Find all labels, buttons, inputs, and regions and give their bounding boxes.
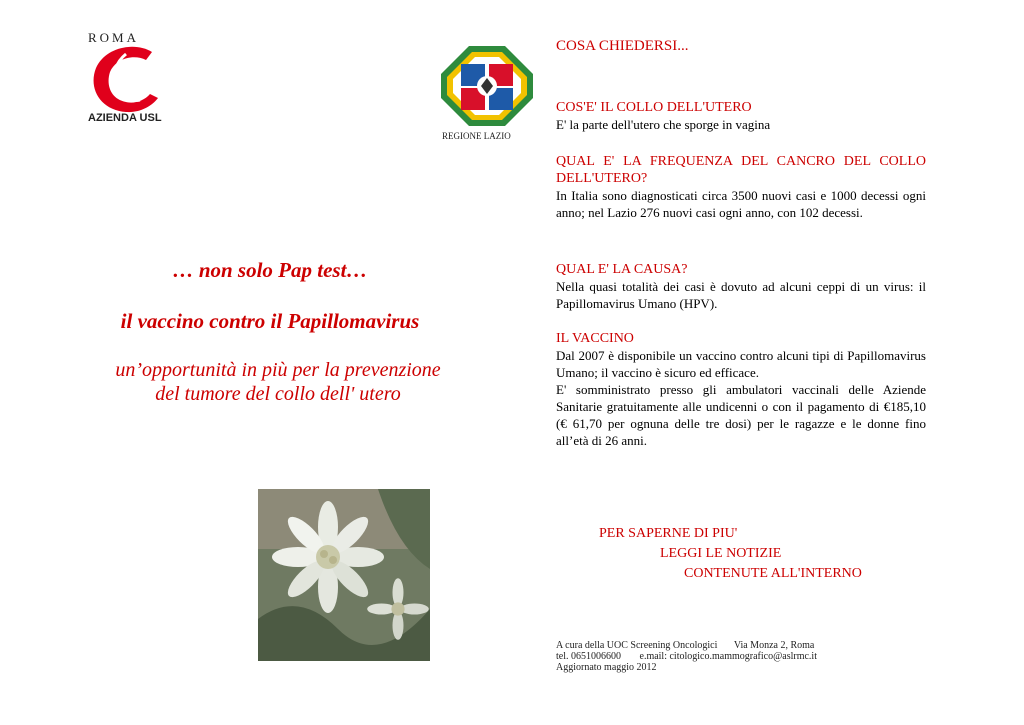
footer-address: Via Monza 2, Roma (733, 640, 815, 651)
section-collo-utero (556, 99, 926, 133)
section-vaccino (556, 330, 926, 449)
section-text: In Italia sono diagnosticati circa 3500 nuovi casi e 1000 decessi ogni anno; nel Lazio 276 nuovi casi ogni anno, con 102 decessi. (556, 188, 926, 220)
section-text: E' la parte dell'utero che sporge in vagina (556, 117, 771, 132)
subtitle-line-1: un’opportunità in più per la prevenzione (115, 359, 441, 381)
section-heading: IL VACCINO (556, 331, 634, 346)
section-heading: QUAL E' LA CAUSA? (556, 262, 688, 277)
asl-roma-logo (82, 30, 178, 130)
section-causa (556, 261, 926, 312)
footer-tel: tel. 0651006600 (556, 651, 621, 662)
edelweiss-photo (258, 489, 430, 661)
section-text: Nella quasi totalità dei casi è dovuto ad alcuni ceppi di un virus: il Papillomavirus Umano (HPV). (556, 279, 926, 311)
cta-line-1: PER SAPERNE DI PIU' (599, 526, 738, 541)
lazio-label: REGIONE LAZIO (442, 131, 511, 141)
section-text: Dal 2007 è disponibile un vaccino contro alcuni tipi di Papillomavirus Umano; il vaccino è sicuro ed efficace. (556, 348, 926, 380)
subtitle-opportunita (98, 358, 458, 406)
footer-credit (556, 640, 814, 651)
title-non-solo-pap-test: … non solo Pap test… (172, 258, 368, 282)
section-text-2: E' somministrato presso gli ambulatori vaccinali delle Aziende Sanitarie gratuitamente alle undicenni o con il pagamento di €185,10 (€ 61,70 per ognuna delle tre dosi) per le ragazze e le donne fino all’età di 26 anni. (556, 382, 926, 448)
cta-line-2: LEGGI LE NOTIZIE (660, 546, 782, 561)
asl-roma-text: ROMA (88, 30, 140, 45)
subtitle-line-2: del tumore del collo dell' utero (155, 383, 401, 405)
cosa-chiedersi-heading: COSA CHIEDERSI... (556, 38, 689, 54)
cta-line-3: CONTENUTE ALL'INTERNO (684, 566, 862, 581)
section-heading: COS'E' IL COLLO DELL'UTERO (556, 100, 752, 115)
lazio-emblem-icon (439, 44, 535, 128)
regione-lazio-logo (437, 44, 537, 144)
asl-c-mark-icon (86, 44, 166, 114)
title-vaccino: il vaccino contro il Papillomavirus (120, 309, 420, 333)
section-frequenza (556, 153, 926, 221)
footer-credit-left: A cura della UOC Screening Oncologici (556, 640, 718, 651)
section-heading: QUAL E' LA FREQUENZA DEL CANCRO DEL COLLO DELL'UTERO? (556, 154, 926, 186)
asl-name-text: AZIENDA USL (88, 112, 162, 124)
footer-updated: Aggiornato maggio 2012 (556, 662, 657, 673)
footer-contacts (556, 651, 817, 662)
footer-email: e.mail: citologico.mammografico@aslrmc.it (639, 651, 817, 662)
